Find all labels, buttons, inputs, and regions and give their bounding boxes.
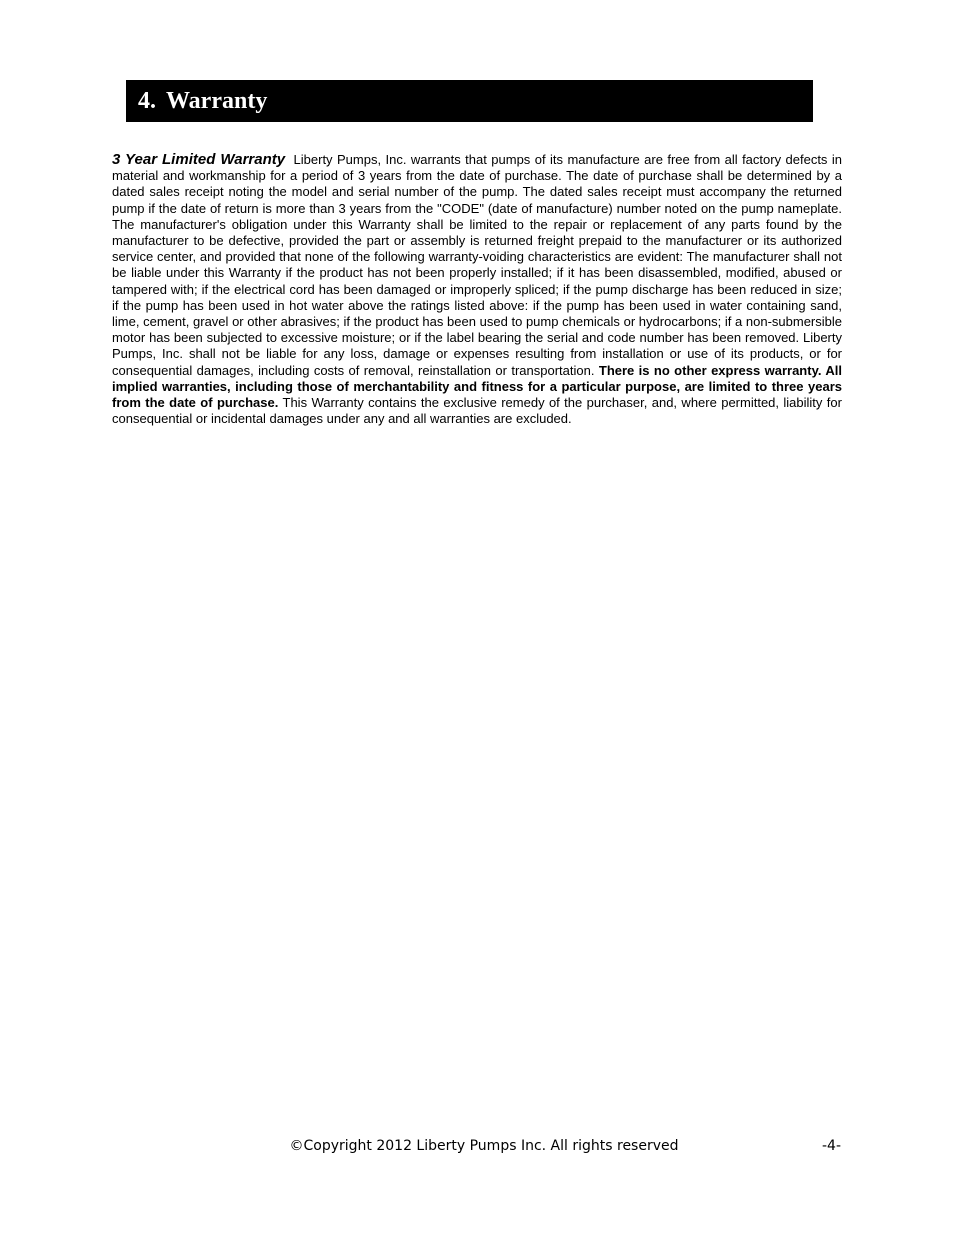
warranty-closing-text: This Warranty contains the exclusive remedy of the purchaser, and, where permitted, liability for consequential or incidental damages under any and all warranties are excluded. [112,395,842,427]
footer-copyright: ©Copyright 2012 Liberty Pumps Inc. All rights reserved [289,1138,679,1154]
section-header [126,80,813,122]
warranty-lead-title: 3 Year Limited Warranty [112,151,286,168]
warranty-disclaimer-bold: There is no other express warranty. All implied warranties, including those of merchantability and fitness for a particular purpose, are limited to three years from the date of purchase. [112,362,842,411]
section-title-text: Warranty [166,88,268,114]
warranty-body-text: Liberty Pumps, Inc. warrants that pumps of its manufacture are free from all factory defects in material and workmanship for a period of 3 years from the date of purchase. The date of purchase shall be determined by a dated sales receipt noting the model and serial number of the pump. The dated sales receipt must accompany the returned pump if the date of return is more than 3 years from the "CODE" (date of manufacture) number noted on the pump nameplate. The manufacturer's obligation under this Warranty shall be limited to the repair or replacement of any parts found by the manufacturer to be defective, provided the part or assembly is returned freight prepaid to the manufacturer or its authorized service center, and provided that none of the following warranty-voiding characteristics are evident: The manufacturer shall not be liable under this Warranty if the product has not been properly installed; if it has been disassembled, modified, abused or tampered with; if the electrical cord has been damaged or improperly spliced; if the pump discharge has been reduced in size; if the pump has been used in hot water above the ratings listed above: if the pump has been used in water containing sand, lime, cement, gravel or other abrasives; if the product has been used to pump chemicals or hydrocarbons; if a non-submersible motor has been subjected to excessive moisture; or if the label bearing the serial and code number has been removed. Liberty Pumps, Inc. shall not be liable for any loss, damage or expenses resulting from installation or use of its products, or for consequential damages, including costs of removal, reinstallation or transportation. [112,152,842,378]
warranty-paragraph [112,152,842,427]
page-number: -4- [822,1138,842,1154]
section-number: 4. [138,88,156,114]
section-title [138,87,267,115]
